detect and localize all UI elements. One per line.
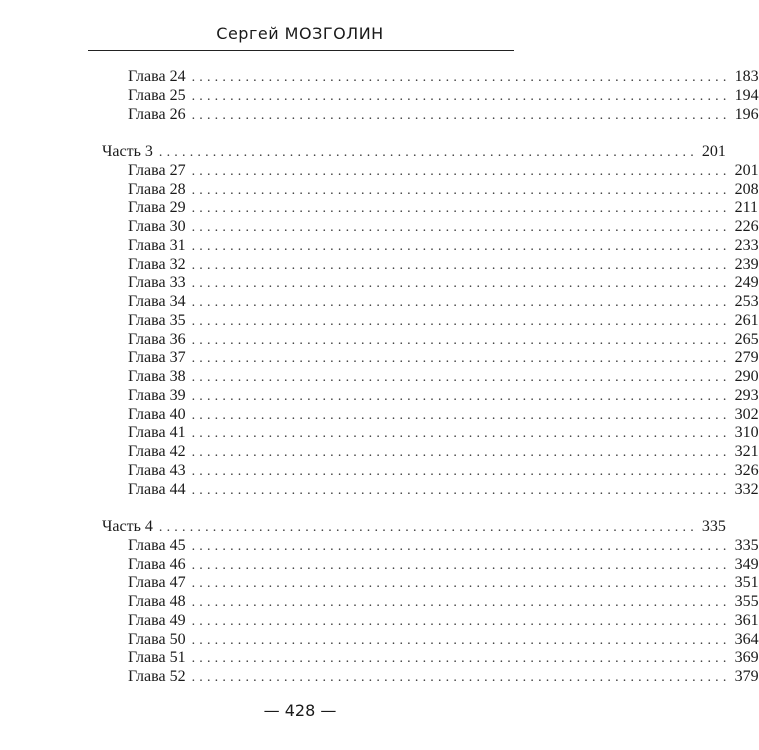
- toc-entry-label: Глава 38: [128, 368, 186, 385]
- dot-leader: ......................................................................: [191, 370, 731, 385]
- toc-entry-page: 332: [734, 481, 759, 498]
- dot-leader: ......................................................................: [191, 445, 731, 460]
- toc-entry-page: 233: [734, 237, 759, 254]
- toc-chapter-row: [128, 330, 759, 349]
- toc-entry-page: 249: [734, 274, 759, 291]
- toc-chapter-row: [128, 67, 759, 86]
- toc-entry-page: 321: [734, 443, 759, 460]
- toc-chapter-row: [128, 161, 759, 180]
- toc-entry-page: 253: [734, 293, 759, 310]
- toc-entry-page: 265: [734, 331, 759, 348]
- toc-chapter-row: [128, 611, 759, 630]
- dot-leader: ......................................................................: [191, 651, 731, 666]
- toc-entry-label: Глава 39: [128, 387, 186, 404]
- toc-entry-page: 349: [734, 556, 759, 573]
- toc-entry-label: Глава 42: [128, 443, 186, 460]
- toc-chapter-row: [128, 423, 759, 442]
- toc-entry-page: 326: [734, 462, 759, 479]
- toc-entry-label: Глава 43: [128, 462, 186, 479]
- toc-entry-label: Глава 26: [128, 106, 186, 123]
- dot-leader: ......................................................................: [191, 108, 731, 123]
- toc-chapter-row: [128, 86, 759, 105]
- dot-leader: ......................................................................: [191, 576, 731, 591]
- dot-leader: ......................................................................: [191, 333, 731, 348]
- dot-leader: ......................................................................: [191, 70, 731, 85]
- dot-leader: ......................................................................: [191, 183, 731, 198]
- dot-leader: ......................................................................: [191, 633, 731, 648]
- toc-entry-page: 369: [734, 649, 759, 666]
- toc-entry-page: 361: [734, 612, 759, 629]
- toc-entry-page: 196: [734, 106, 759, 123]
- dot-leader: ......................................................................: [191, 295, 731, 310]
- toc-chapter-row: [128, 442, 759, 461]
- toc-entry-label: Глава 36: [128, 331, 186, 348]
- toc-entry-page: 194: [734, 87, 759, 104]
- toc-entry-page: 211: [734, 199, 758, 216]
- dot-leader: ......................................................................: [191, 595, 731, 610]
- toc-entry-page: 379: [734, 668, 759, 685]
- toc-entry-label: Глава 33: [128, 274, 186, 291]
- dot-leader: ......................................................................: [191, 389, 731, 404]
- dot-leader: ......................................................................: [191, 351, 731, 366]
- dot-leader: ......................................................................: [191, 408, 731, 423]
- toc-entry-label: Глава 52: [128, 668, 186, 685]
- toc-entry-label: Глава 49: [128, 612, 186, 629]
- toc-chapter-row: [128, 236, 759, 255]
- dot-leader: ......................................................................: [191, 89, 731, 104]
- toc-entry-page: 290: [734, 368, 759, 385]
- toc-entry-page: 335: [734, 537, 759, 554]
- toc-chapter-row: [128, 198, 758, 217]
- toc-chapter-row: [128, 311, 759, 330]
- toc-entry-page: 302: [734, 406, 759, 423]
- toc-entry-page: 261: [734, 312, 759, 329]
- toc-chapter-row: [128, 180, 759, 199]
- toc-entry-page: 355: [734, 593, 759, 610]
- dot-leader: ......................................................................: [191, 558, 731, 573]
- dot-leader: ......................................................................: [191, 426, 731, 441]
- toc-chapter-row: [128, 386, 759, 405]
- toc-entry-label: Глава 48: [128, 593, 186, 610]
- dot-leader: ......................................................................: [191, 276, 731, 291]
- dot-leader: ......................................................................: [158, 520, 698, 535]
- toc-entry-label: Глава 50: [128, 631, 186, 648]
- dot-leader: ......................................................................: [191, 220, 731, 235]
- toc-entry-label: Глава 32: [128, 256, 186, 273]
- toc-entry-label: Глава 35: [128, 312, 186, 329]
- toc-entry-label: Часть 3: [102, 143, 153, 160]
- dot-leader: ......................................................................: [191, 464, 731, 479]
- toc-entry-label: Глава 27: [128, 162, 186, 179]
- toc-entry-page: 351: [734, 574, 759, 591]
- toc-chapter-row: [128, 348, 759, 367]
- toc-entry-label: Глава 40: [128, 406, 186, 423]
- toc-entry-page: 201: [701, 143, 726, 160]
- header-rule: [88, 50, 514, 51]
- dot-leader: ......................................................................: [191, 483, 731, 498]
- toc-chapter-row: [128, 105, 759, 124]
- toc-entry-label: Глава 25: [128, 87, 186, 104]
- toc-chapter-row: [128, 367, 759, 386]
- toc-entry-label: Глава 34: [128, 293, 186, 310]
- dot-leader: ......................................................................: [191, 239, 731, 254]
- toc-entry-page: 239: [734, 256, 759, 273]
- dot-leader: ......................................................................: [191, 614, 731, 629]
- toc-chapter-row: [128, 667, 759, 686]
- toc-entry-page: 335: [701, 518, 726, 535]
- dot-leader: ......................................................................: [191, 539, 731, 554]
- toc-chapter-row: [128, 573, 759, 592]
- dot-leader: ......................................................................: [191, 314, 731, 329]
- toc-entry-label: Глава 47: [128, 574, 186, 591]
- toc-entry-page: 310: [734, 424, 759, 441]
- toc-entry-page: 293: [734, 387, 759, 404]
- toc-chapter-row: [128, 273, 759, 292]
- toc-chapter-row: [128, 461, 759, 480]
- toc-entry-label: Глава 51: [128, 649, 186, 666]
- toc-chapter-row: [128, 405, 759, 424]
- toc-entry-page: 279: [734, 349, 759, 366]
- toc-entry-page: 183: [734, 68, 759, 85]
- dot-leader: ......................................................................: [191, 164, 731, 179]
- toc-chapter-row: [128, 648, 759, 667]
- toc-chapter-row: [128, 592, 759, 611]
- toc-entry-label: Глава 28: [128, 181, 186, 198]
- toc-entry-page: 208: [734, 181, 759, 198]
- toc-chapter-row: [128, 536, 759, 555]
- toc-entry-label: Глава 31: [128, 237, 186, 254]
- toc-entry-label: Глава 29: [128, 199, 186, 216]
- dot-leader: ......................................................................: [191, 201, 731, 216]
- dot-leader: ......................................................................: [191, 670, 731, 685]
- toc-entry-page: 364: [734, 631, 759, 648]
- toc-entry-label: Глава 30: [128, 218, 186, 235]
- dot-leader: ......................................................................: [158, 145, 698, 160]
- toc-entry-label: Глава 24: [128, 68, 186, 85]
- page-number: — 428 —: [263, 701, 337, 720]
- toc-chapter-row: [128, 292, 759, 311]
- toc-part-row: [102, 142, 726, 161]
- toc-entry-label: Глава 41: [128, 424, 186, 441]
- toc-chapter-row: [128, 630, 759, 649]
- toc-part-row: [102, 517, 726, 536]
- toc-entry-label: Глава 46: [128, 556, 186, 573]
- dot-leader: ......................................................................: [191, 258, 731, 273]
- toc-entry-page: 201: [734, 162, 759, 179]
- toc-chapter-row: [128, 480, 759, 499]
- toc-entry-label: Глава 37: [128, 349, 186, 366]
- toc-entry-label: Часть 4: [102, 518, 153, 535]
- running-header: Сергей МОЗГОЛИН: [216, 24, 384, 43]
- toc-entry-label: Глава 44: [128, 481, 186, 498]
- toc-chapter-row: [128, 255, 759, 274]
- toc-entry-label: Глава 45: [128, 537, 186, 554]
- toc-entry-page: 226: [734, 218, 759, 235]
- toc-chapter-row: [128, 217, 759, 236]
- toc-chapter-row: [128, 555, 759, 574]
